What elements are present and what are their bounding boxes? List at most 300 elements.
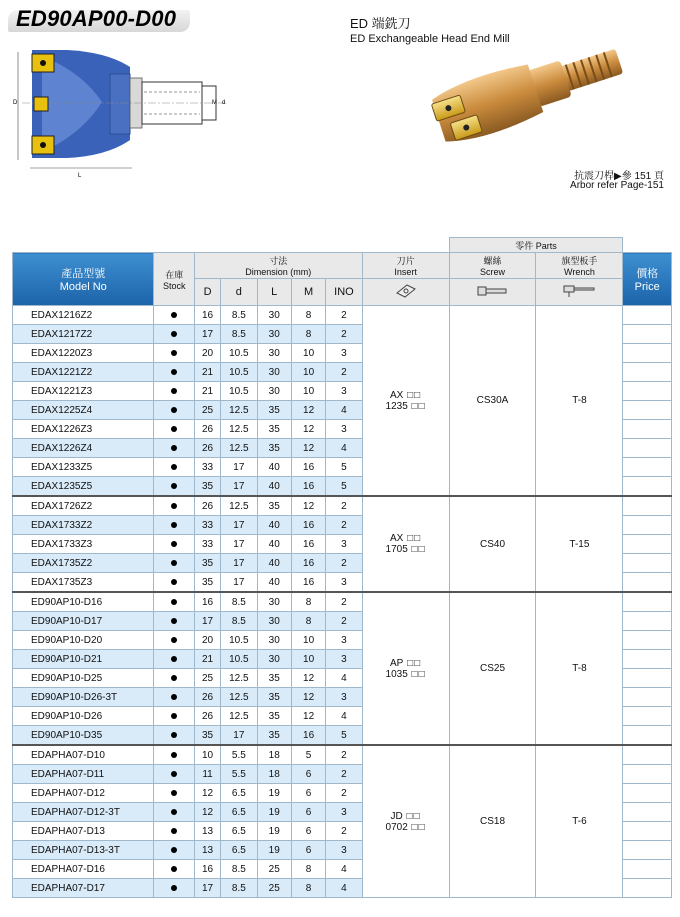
dim-INO: 4 — [326, 669, 362, 688]
col-stock — [154, 253, 194, 306]
dim-D: 17 — [194, 879, 220, 898]
dim-INO: 2 — [326, 496, 362, 516]
product-name-zh: ED 端銑刀 — [350, 16, 411, 31]
stock-indicator — [154, 401, 194, 420]
dim-INO: 2 — [326, 516, 362, 535]
in-stock-dot-icon — [171, 847, 177, 853]
price-cell — [623, 650, 672, 669]
col-wrench-en: Wrench — [563, 267, 595, 277]
dim-L: 40 — [257, 477, 291, 497]
stock-indicator — [154, 306, 194, 325]
dim-L: 30 — [257, 363, 291, 382]
insert-cell — [362, 592, 449, 745]
in-stock-dot-icon — [171, 369, 177, 375]
dim-L: 35 — [257, 669, 291, 688]
table-row — [13, 745, 672, 765]
col-wrench — [536, 253, 623, 279]
model-number: ED90AP10-D21 — [13, 650, 154, 669]
price-cell — [623, 477, 672, 497]
dim-d: 8.5 — [221, 612, 257, 631]
stock-indicator — [154, 516, 194, 535]
dim-INO: 4 — [326, 401, 362, 420]
in-stock-dot-icon — [171, 483, 177, 489]
dim-INO: 4 — [326, 439, 362, 458]
dim-d: 12.5 — [221, 669, 257, 688]
insert-size — [363, 822, 449, 833]
insert-cell — [362, 496, 449, 592]
in-stock-dot-icon — [171, 503, 177, 509]
stock-indicator — [154, 535, 194, 554]
model-number: EDAX1220Z3 — [13, 344, 154, 363]
dim-D: 25 — [194, 401, 220, 420]
dim-INO: 2 — [326, 765, 362, 784]
dim-L: 30 — [257, 592, 291, 612]
price-cell — [623, 535, 672, 554]
insert-size — [363, 669, 449, 680]
dim-d: 6.5 — [221, 822, 257, 841]
in-stock-dot-icon — [171, 656, 177, 662]
model-number: EDAX1733Z2 — [13, 516, 154, 535]
dim-INO: 5 — [326, 726, 362, 746]
in-stock-dot-icon — [171, 694, 177, 700]
dim-d: 10.5 — [221, 344, 257, 363]
stock-indicator — [154, 612, 194, 631]
wrench-cell: T-8 — [536, 306, 623, 497]
dim-D: 26 — [194, 496, 220, 516]
in-stock-dot-icon — [171, 426, 177, 432]
subcol-INO: INO — [326, 279, 362, 306]
screw-icon — [449, 279, 536, 306]
in-stock-dot-icon — [171, 637, 177, 643]
stock-indicator — [154, 669, 194, 688]
stock-indicator — [154, 554, 194, 573]
col-price-en: Price — [634, 281, 660, 293]
stock-indicator — [154, 477, 194, 497]
stock-indicator — [154, 860, 194, 879]
dim-M: 12 — [291, 420, 325, 439]
table-row — [13, 306, 672, 325]
stock-indicator — [154, 822, 194, 841]
stock-indicator — [154, 841, 194, 860]
price-cell — [623, 688, 672, 707]
dim-L: 35 — [257, 401, 291, 420]
dim-M: 6 — [291, 784, 325, 803]
placeholder-boxes: □□ — [407, 668, 426, 680]
in-stock-dot-icon — [171, 407, 177, 413]
dim-INO: 5 — [326, 477, 362, 497]
col-dim-en: Dimension (mm) — [245, 267, 312, 277]
dim-D: 12 — [194, 784, 220, 803]
dim-d: 8.5 — [221, 325, 257, 344]
insert-size-code: 1035 — [385, 668, 408, 680]
placeholder-boxes: □□ — [403, 389, 422, 401]
in-stock-dot-icon — [171, 464, 177, 470]
dim-d: 8.5 — [221, 860, 257, 879]
dim-d: 17 — [221, 726, 257, 746]
insert-middle — [34, 97, 48, 111]
subcol-L: L — [257, 279, 291, 306]
dim-D: 13 — [194, 841, 220, 860]
insert-icon — [362, 279, 449, 306]
model-number: ED90AP10-D17 — [13, 612, 154, 631]
dim-d: 10.5 — [221, 631, 257, 650]
dim-D: 33 — [194, 458, 220, 477]
wrench-icon — [536, 279, 623, 306]
in-stock-dot-icon — [171, 618, 177, 624]
product-name-en: ED Exchangeable Head End Mill — [350, 33, 510, 45]
flat-face — [110, 74, 130, 134]
dim-d: 17 — [221, 458, 257, 477]
in-stock-dot-icon — [171, 828, 177, 834]
dim-d: 10.5 — [221, 650, 257, 669]
dim-INO: 2 — [326, 306, 362, 325]
insert-series — [363, 533, 449, 544]
insert-cell — [362, 306, 449, 497]
dim-M: 12 — [291, 401, 325, 420]
label-L: L — [78, 173, 82, 179]
dim-INO: 3 — [326, 573, 362, 593]
dim-M: 12 — [291, 707, 325, 726]
dim-D: 20 — [194, 631, 220, 650]
dim-M: 10 — [291, 363, 325, 382]
dim-d: 6.5 — [221, 784, 257, 803]
label-d: d — [222, 100, 226, 106]
dim-INO: 2 — [326, 554, 362, 573]
in-stock-dot-icon — [171, 771, 177, 777]
stock-indicator — [154, 688, 194, 707]
price-cell — [623, 860, 672, 879]
insert-size-code: 0702 — [385, 821, 408, 833]
model-number: EDAX1735Z3 — [13, 573, 154, 593]
model-number: EDAX1726Z2 — [13, 496, 154, 516]
dim-L: 30 — [257, 344, 291, 363]
model-number: EDAPHA07-D12-3T — [13, 803, 154, 822]
price-cell — [623, 439, 672, 458]
dim-INO: 3 — [326, 803, 362, 822]
model-number: ED90AP10-D20 — [13, 631, 154, 650]
stock-indicator — [154, 458, 194, 477]
price-cell — [623, 516, 672, 535]
dim-D: 26 — [194, 439, 220, 458]
dim-d: 17 — [221, 535, 257, 554]
dim-L: 19 — [257, 822, 291, 841]
stock-indicator — [154, 344, 194, 363]
dim-L: 35 — [257, 726, 291, 746]
dim-M: 12 — [291, 669, 325, 688]
col-price — [623, 253, 672, 306]
dim-L: 40 — [257, 458, 291, 477]
in-stock-dot-icon — [171, 388, 177, 394]
col-screw — [449, 253, 536, 279]
price-cell — [623, 592, 672, 612]
model-number: EDAX1733Z3 — [13, 535, 154, 554]
dim-D: 26 — [194, 688, 220, 707]
col-insert — [362, 253, 449, 279]
dim-INO: 2 — [326, 363, 362, 382]
placeholder-boxes: □□ — [403, 533, 422, 544]
table-body — [13, 306, 672, 898]
dim-INO: 3 — [326, 382, 362, 401]
insert-series-code: AX — [389, 533, 404, 544]
dim-M: 8 — [291, 612, 325, 631]
model-number: EDAX1221Z3 — [13, 382, 154, 401]
dim-d: 17 — [221, 554, 257, 573]
dim-d: 5.5 — [221, 745, 257, 765]
model-number: EDAX1233Z5 — [13, 458, 154, 477]
dim-d: 12.5 — [221, 707, 257, 726]
arbor-reference-en: Arbor refer Page-151 — [570, 180, 664, 191]
dim-L: 40 — [257, 573, 291, 593]
placeholder-boxes: □□ — [407, 821, 426, 833]
price-cell — [623, 344, 672, 363]
col-model-zh: 產品型號 — [61, 268, 106, 280]
dim-L: 35 — [257, 688, 291, 707]
price-cell — [623, 573, 672, 593]
dim-d: 12.5 — [221, 439, 257, 458]
dim-d: 10.5 — [221, 382, 257, 401]
col-price-zh: 價格 — [636, 268, 659, 280]
in-stock-dot-icon — [171, 579, 177, 585]
stock-indicator — [154, 650, 194, 669]
insert-series — [363, 658, 449, 669]
dim-M: 8 — [291, 592, 325, 612]
dim-d: 12.5 — [221, 496, 257, 516]
dim-M: 12 — [291, 496, 325, 516]
dim-INO: 3 — [326, 344, 362, 363]
subcol-d: d — [221, 279, 257, 306]
label-D: D — [13, 100, 18, 106]
stock-indicator — [154, 784, 194, 803]
col-screw-zh: 螺絲 — [483, 256, 502, 266]
parts-header: 零件 Parts — [449, 238, 623, 253]
price-cell — [623, 325, 672, 344]
col-stock-en: Stock — [162, 280, 186, 291]
in-stock-dot-icon — [171, 713, 177, 719]
placeholder-boxes: □□ — [402, 810, 421, 822]
spec-table — [12, 237, 672, 898]
price-cell — [623, 554, 672, 573]
insert-size — [363, 544, 449, 555]
label-M: M — [212, 100, 217, 106]
dim-L: 19 — [257, 841, 291, 860]
placeholder-boxes: □□ — [403, 657, 422, 669]
model-number: ED90AP10-D26-3T — [13, 688, 154, 707]
stock-indicator — [154, 707, 194, 726]
dim-M: 16 — [291, 573, 325, 593]
price-cell — [623, 420, 672, 439]
dim-D: 35 — [194, 477, 220, 497]
dim-M: 10 — [291, 650, 325, 669]
col-stock-zh: 在庫 — [165, 269, 184, 280]
dim-d: 6.5 — [221, 803, 257, 822]
dim-M: 8 — [291, 879, 325, 898]
dim-M: 16 — [291, 726, 325, 746]
subcol-M: M — [291, 279, 325, 306]
col-model — [13, 253, 154, 306]
dim-L: 30 — [257, 650, 291, 669]
wrench-cell: T-8 — [536, 592, 623, 745]
dim-D: 35 — [194, 573, 220, 593]
col-wrench-zh: 旗型板手 — [561, 256, 598, 266]
dim-M: 10 — [291, 382, 325, 401]
dim-INO: 4 — [326, 860, 362, 879]
in-stock-dot-icon — [171, 522, 177, 528]
insert-series-code: AP — [389, 657, 404, 669]
in-stock-dot-icon — [171, 350, 177, 356]
technical-drawing — [12, 42, 242, 180]
dim-INO: 3 — [326, 535, 362, 554]
price-cell — [623, 803, 672, 822]
subcol-D: D — [194, 279, 220, 306]
dim-INO: 2 — [326, 745, 362, 765]
in-stock-dot-icon — [171, 560, 177, 566]
dim-d: 8.5 — [221, 592, 257, 612]
dim-D: 16 — [194, 306, 220, 325]
in-stock-dot-icon — [171, 809, 177, 815]
model-number: EDAX1235Z5 — [13, 477, 154, 497]
dim-D: 33 — [194, 535, 220, 554]
dim-d: 12.5 — [221, 688, 257, 707]
price-cell — [623, 879, 672, 898]
dim-L: 30 — [257, 325, 291, 344]
dim-L: 35 — [257, 439, 291, 458]
in-stock-dot-icon — [171, 675, 177, 681]
col-dim-zh: 寸法 — [269, 256, 288, 266]
insert-cell — [362, 745, 449, 898]
model-number: EDAPHA07-D12 — [13, 784, 154, 803]
model-number: EDAX1226Z3 — [13, 420, 154, 439]
price-cell — [623, 306, 672, 325]
dim-d: 17 — [221, 573, 257, 593]
price-cell — [623, 784, 672, 803]
dim-L: 35 — [257, 707, 291, 726]
dim-d: 5.5 — [221, 765, 257, 784]
in-stock-dot-icon — [171, 312, 177, 318]
stock-indicator — [154, 631, 194, 650]
screw-cell: CS25 — [449, 592, 536, 745]
stock-indicator — [154, 496, 194, 516]
stock-indicator — [154, 573, 194, 593]
price-cell — [623, 458, 672, 477]
stock-indicator — [154, 879, 194, 898]
model-number: EDAX1226Z4 — [13, 439, 154, 458]
dim-INO: 2 — [326, 612, 362, 631]
dim-D: 21 — [194, 363, 220, 382]
dim-M: 16 — [291, 458, 325, 477]
insert-series — [363, 811, 449, 822]
insert-screw — [40, 142, 46, 148]
dim-D: 12 — [194, 803, 220, 822]
dim-d: 8.5 — [221, 306, 257, 325]
dim-D: 13 — [194, 822, 220, 841]
wrench-cell: T-6 — [536, 745, 623, 898]
dim-D: 35 — [194, 726, 220, 746]
price-cell — [623, 822, 672, 841]
insert-size-code: 1705 — [385, 544, 408, 555]
dim-L: 30 — [257, 631, 291, 650]
stock-indicator — [154, 726, 194, 746]
in-stock-dot-icon — [171, 445, 177, 451]
dim-D: 10 — [194, 745, 220, 765]
dim-L: 40 — [257, 535, 291, 554]
dim-M: 10 — [291, 344, 325, 363]
dim-M: 16 — [291, 477, 325, 497]
dim-D: 26 — [194, 420, 220, 439]
price-cell — [623, 707, 672, 726]
model-number: EDAPHA07-D11 — [13, 765, 154, 784]
stock-indicator — [154, 745, 194, 765]
dim-d: 10.5 — [221, 363, 257, 382]
model-number: EDAPHA07-D13-3T — [13, 841, 154, 860]
dim-d: 6.5 — [221, 841, 257, 860]
dim-INO: 3 — [326, 688, 362, 707]
dim-M: 6 — [291, 841, 325, 860]
insert-screw — [40, 60, 46, 66]
screw-cell: CS30A — [449, 306, 536, 497]
dim-M: 6 — [291, 822, 325, 841]
dim-INO: 4 — [326, 707, 362, 726]
dim-D: 17 — [194, 612, 220, 631]
dim-D: 35 — [194, 554, 220, 573]
page-title: ED90AP00-D00 — [16, 6, 177, 31]
stock-indicator — [154, 420, 194, 439]
model-number: EDAPHA07-D10 — [13, 745, 154, 765]
insert-series — [363, 390, 449, 401]
dim-L: 30 — [257, 612, 291, 631]
dim-M: 10 — [291, 631, 325, 650]
table-row — [13, 496, 672, 516]
dim-L: 40 — [257, 516, 291, 535]
price-cell — [623, 382, 672, 401]
dim-D: 11 — [194, 765, 220, 784]
dim-L: 40 — [257, 554, 291, 573]
dim-D: 21 — [194, 650, 220, 669]
dim-D: 17 — [194, 325, 220, 344]
dim-M: 5 — [291, 745, 325, 765]
dim-M: 16 — [291, 554, 325, 573]
in-stock-dot-icon — [171, 885, 177, 891]
model-number: EDAX1221Z2 — [13, 363, 154, 382]
dim-L: 35 — [257, 496, 291, 516]
arbor-reference-zh: 抗震刀桿▶參 151 頁 — [574, 171, 664, 182]
price-cell — [623, 631, 672, 650]
dim-M: 16 — [291, 535, 325, 554]
dim-D: 20 — [194, 344, 220, 363]
dim-M: 8 — [291, 306, 325, 325]
stock-indicator — [154, 439, 194, 458]
dim-D: 21 — [194, 382, 220, 401]
model-number: EDAX1217Z2 — [13, 325, 154, 344]
price-cell — [623, 726, 672, 746]
dim-D: 25 — [194, 669, 220, 688]
stock-indicator — [154, 765, 194, 784]
in-stock-dot-icon — [171, 541, 177, 547]
dim-d: 17 — [221, 516, 257, 535]
dim-L: 25 — [257, 879, 291, 898]
dim-L: 18 — [257, 765, 291, 784]
stock-indicator — [154, 363, 194, 382]
product-photo — [420, 40, 635, 170]
stock-indicator — [154, 803, 194, 822]
insert-size-code: 1235 — [385, 400, 408, 412]
dim-D: 33 — [194, 516, 220, 535]
dim-INO: 3 — [326, 841, 362, 860]
insert-series-code: JD — [390, 810, 403, 822]
dim-M: 8 — [291, 325, 325, 344]
placeholder-boxes: □□ — [407, 400, 426, 412]
dim-INO: 2 — [326, 784, 362, 803]
dim-INO: 3 — [326, 631, 362, 650]
